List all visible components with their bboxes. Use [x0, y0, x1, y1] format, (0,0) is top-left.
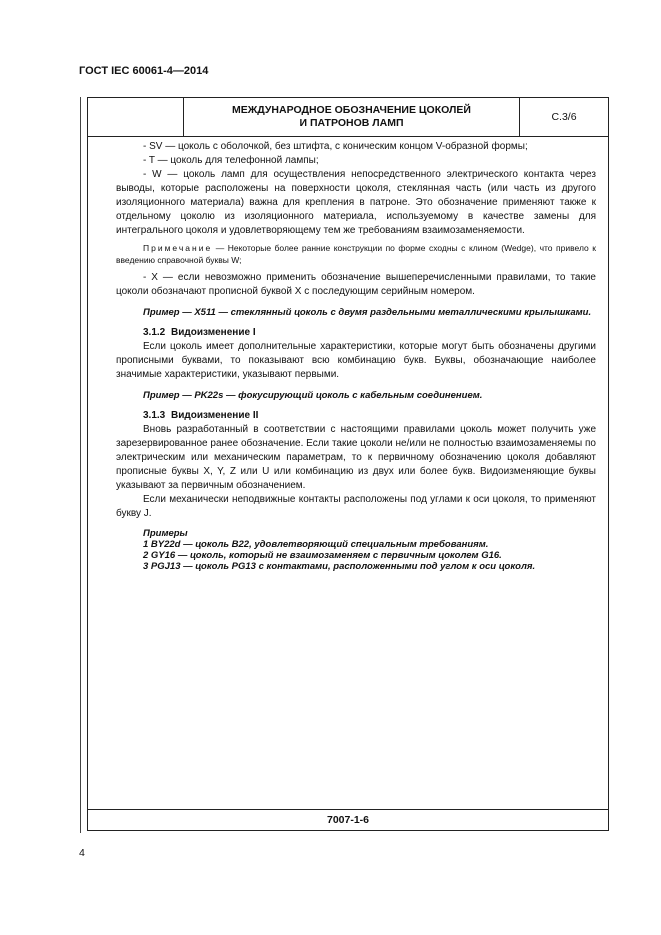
section-3-1-2-text: Если цоколь имеет дополнительные характеристики, которые могут быть обозначены другими прописными буквами, то показывают всю комбинацию букв. Буквы, обозначающие наиболее значимые характеристики, указывают первыми. [116, 341, 596, 380]
section-3-1-2-title: Видоизменение I [171, 327, 256, 338]
example-item: 3 PGJ13 — цоколь PG13 с контактами, расположенными под углом к оси цоколя. [143, 561, 536, 572]
example-item: 2 GY16 — цоколь, который не взаимозаменяем с первичным цоколем G16. [143, 550, 502, 561]
header-blank-cell [88, 98, 184, 136]
sheet-header [88, 98, 608, 137]
examples-title: Примеры [143, 528, 188, 539]
section-3-1-3-number: 3.1.3 [143, 410, 166, 421]
sheet-title-line2: И ПАТРОНОВ ЛАМП [299, 117, 404, 129]
examples-list [116, 528, 596, 572]
item-w: - W — цоколь ламп для осуществления непосредственного электрического контакта через выводы, которые расположены на поверхности цоколя, стеклянная часть (или часть из другого изоляционного материала) важна для крепления в патроне. Это обозначение применяют также к отдельному цоколю из изоляционного материала, используемому в качестве замены для интегрального цоколя и удовлетворяющему тем же требованиям взаимозаменяемости. [116, 169, 596, 236]
sheet-frame [87, 97, 609, 831]
note [116, 242, 596, 266]
sheet-footer-code: 7007-1-6 [88, 809, 608, 830]
standard-designation: ГОСТ IEC 60061-4—2014 [79, 65, 209, 77]
item-t: - T — цоколь для телефонной лампы; [143, 155, 319, 166]
example-item: 1 BY22d — цоколь B22, удовлетворяющий специальным требованиям. [143, 539, 489, 550]
note-text: — Некоторые более ранние конструкции по форме сходны с клином (Wedge), что привело к введению справочной буквы W; [116, 243, 596, 265]
item-x: - X — если невозможно применить обозначение вышеперечисленными правилами, то такие цоколи обозначают прописной буквой X с последующим серийным номером. [116, 272, 596, 297]
section-3-1-3-title: Видоизменение II [171, 410, 259, 421]
section-3-1-3-text2: Если механически неподвижные контакты расположены под углами к оси цоколя, то применяют букву J. [116, 494, 596, 519]
left-margin-rule [80, 97, 81, 833]
item-sv: - SV — цоколь с оболочкой, без штифта, с коническим концом V-образной формы; [143, 141, 528, 152]
sheet-content [116, 140, 596, 572]
note-label: Примечание [143, 243, 213, 253]
section-3-1-2-number: 3.1.2 [143, 327, 166, 338]
sheet-title [184, 98, 520, 136]
example-x: Пример — X511 — стеклянный цоколь с двумя раздельными металлическими крылышками. [143, 307, 592, 318]
sheet-code: C.3/6 [551, 111, 577, 123]
page-number: 4 [79, 847, 85, 859]
section-3-1-3-text1: Вновь разработанный в соответствии с настоящими правилами цоколь может получить уже зарезервированное ранее обозначение. Если такие цоколи не/или не полностью взаимозаменяемы по электрическим или механическим параметрам, то к первичному обозначению цоколя добавляют прописные буквы X, Y, Z или U или комбинацию из двух или более букв. Видоизменяющие буквы указывают за первичным обозначением. [116, 424, 596, 491]
sheet-title-line1: МЕЖДУНАРОДНОЕ ОБОЗНАЧЕНИЕ ЦОКОЛЕЙ [232, 104, 471, 116]
section-3-1-3-heading [116, 409, 596, 423]
example-pk: Пример — PK22s — фокусирующий цоколь с кабельным соединением. [143, 390, 483, 401]
section-3-1-2-heading [116, 326, 596, 340]
